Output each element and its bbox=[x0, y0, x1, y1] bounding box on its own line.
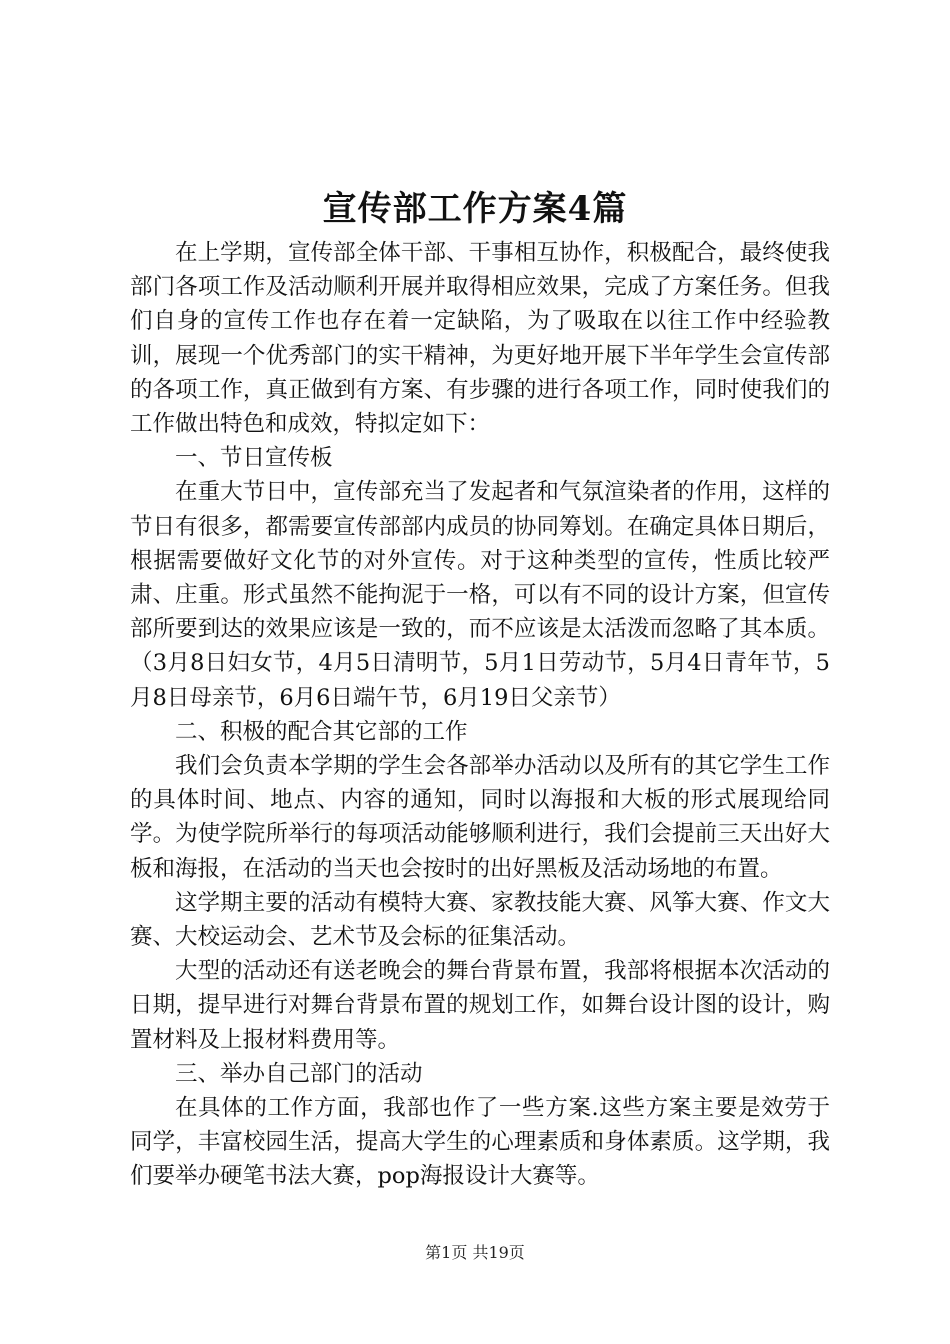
cooperation-paragraph-3: 大型的活动还有送老晚会的舞台背景布置，我部将根据本次活动的日期，提早进行对舞台背景布置的规划工作，如舞台设计图的设计，购置材料及上报材料费用等。 bbox=[130, 958, 830, 1053]
own-activities-paragraph: 在具体的工作方面，我部也作了一些方案.这些方案主要是效劳于同学，丰富校园生活，提高大学生的心理素质和身体素质。这学期，我们要举办硬笔书法大赛，pop海报设计大赛等。 bbox=[130, 1095, 830, 1190]
page-footer: 第1页 共19页 bbox=[425, 1243, 525, 1262]
cooperation-paragraph-1: 我们会负责本学期的学生会各部举办活动以及所有的其它学生工作的具体时间、地点、内容的通知，同时以海报和大板的形式展现给同学。为使学院所举行的每项活动能够顺利进行，我们会提前三天出好大板和海报，在活动的当天也会按时的出好黑板及活动场地的布置。 bbox=[130, 753, 830, 882]
section-heading-cooperation: 二、积极的配合其它部的工作 bbox=[175, 718, 468, 745]
cooperation-paragraph-2: 这学期主要的活动有模特大赛、家教技能大赛、风筝大赛、作文大赛、大校运动会、艺术节及会标的征集活动。 bbox=[130, 889, 830, 951]
section-heading-own-activities: 三、举办自己部门的活动 bbox=[175, 1060, 423, 1087]
document-body bbox=[130, 236, 830, 1194]
document-title: 宣传部工作方案4篇 bbox=[322, 189, 628, 229]
festival-board-paragraph: 在重大节日中，宣传部充当了发起者和气氛渲染者的作用，这样的节日有很多，都需要宣传部部内成员的协同筹划。在确定具体日期后，根据需要做好文化节的对外宣传。对于这种类型的宣传，性质比较严肃、庄重。形式虽然不能拘泥于一格，可以有不同的设计方案，但宣传部所要到达的效果应该是一致的，而不应该是太活泼而忽略了其本质。（3月8日妇女节，4月5日清明节，5月1日劳动节，5月4日青年节，5月8日母亲节，6月6日端午节，6月19日父亲节） bbox=[130, 479, 830, 711]
intro-paragraph: 在上学期，宣传部全体干部、干事相互协作，积极配合，最终使我部门各项工作及活动顺利开展并取得相应效果，完成了方案任务。但我们自身的宣传工作也存在着一定缺陷，为了吸取在以往工作中经验教训，展现一个优秀部门的实干精神，为更好地开展下半年学生会宣传部的各项工作，真正做到有方案、有步骤的进行各项工作，同时使我们的工作做出特色和成效，特拟定如下： bbox=[130, 240, 830, 438]
section-heading-festival-board: 一、节日宣传板 bbox=[175, 445, 333, 472]
